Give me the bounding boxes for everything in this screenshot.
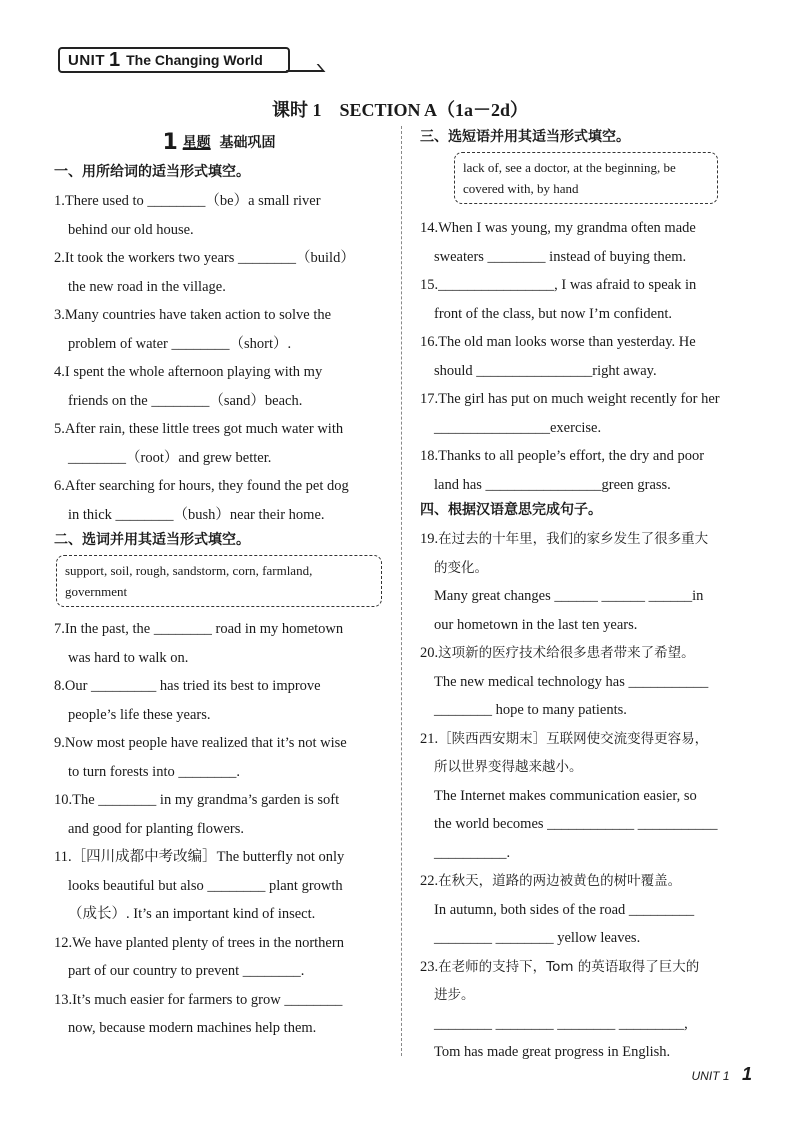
- question-20: [420, 639, 758, 725]
- question-text-cont: looks beautiful but also ________ plant growth: [68, 877, 343, 894]
- question-text-cont: now, because modern machines help them.: [68, 1020, 317, 1036]
- question-chinese-cont: 进步。: [434, 987, 475, 1003]
- question-text-cont: was hard to walk on.: [68, 649, 189, 666]
- question-15: [420, 271, 758, 328]
- question-text: ________________, I was afraid to speak in: [438, 277, 697, 293]
- question-english-cont: the world becomes ____________ ___________: [434, 816, 718, 832]
- column-divider: [401, 126, 402, 1056]
- question-chinese: 这项新的医疗技术给很多患者带来了希望。: [438, 645, 695, 661]
- question-3: [54, 301, 384, 358]
- question-text-cont: （成长）. It’s an important kind of insect.: [68, 906, 316, 922]
- question-text-cont: part of our country to prevent ________.: [68, 963, 305, 979]
- section-heading-2: 二、选词并用其适当形式填空。: [54, 532, 250, 548]
- question-number: 22.: [420, 873, 439, 889]
- question-number: 13.: [54, 991, 73, 1008]
- question-english: ________ ________ ________ _________,: [434, 1015, 688, 1032]
- question-1: [54, 187, 384, 244]
- question-text: Thanks to all people’s effort, the dry and poor: [438, 448, 705, 464]
- question-text-cont: problem of water ________（short）.: [68, 335, 292, 352]
- unit-badge: [58, 47, 290, 73]
- question-text-cont: ________（root）and grew better.: [68, 449, 272, 466]
- question-10: [54, 786, 384, 843]
- question-text: Many countries have taken action to solve the: [64, 307, 332, 323]
- unit-title: The Changing World: [126, 52, 263, 68]
- question-text-cont: sweaters ________ instead of buying them.: [434, 248, 687, 265]
- question-22: [420, 867, 758, 953]
- question-8: [54, 672, 384, 729]
- question-text: The old man looks worse than yesterday. He: [438, 334, 696, 350]
- question-number: 9.: [54, 735, 65, 751]
- question-14: [420, 214, 758, 271]
- question-text: In the past, the ________ road in my hometown: [64, 621, 344, 637]
- lesson-title: 课时 1 SECTION A（1a－2d）: [271, 100, 529, 120]
- question-number: 10.: [54, 792, 73, 808]
- question-english: The Internet makes communication easier, so: [434, 787, 697, 804]
- question-text: It took the workers two years ________（build）: [64, 250, 355, 266]
- question-text: I spent the whole afternoon playing with my: [64, 364, 323, 380]
- question-english-cont: __________.: [434, 844, 511, 861]
- badge-decoration: [281, 64, 326, 72]
- question-12: [54, 929, 384, 986]
- question-english: Many great changes ______ ______ ______in: [434, 588, 704, 604]
- question-english-cont: our hometown in the last ten years.: [434, 616, 638, 633]
- question-chinese: ［陕西西安期末］互联网使交流变得更容易，: [438, 730, 709, 747]
- question-number: 11.: [54, 849, 72, 865]
- question-number: 4.: [54, 364, 65, 380]
- page-footer: [692, 1064, 752, 1085]
- question-text: Our _________ has tried its best to improve: [64, 678, 321, 694]
- question-text: After searching for hours, they found the pet dog: [64, 478, 349, 494]
- star-label: 星题: [182, 135, 211, 151]
- question-text-cont: behind our old house.: [68, 221, 194, 238]
- question-number: 17.: [420, 391, 439, 407]
- question-23: [420, 953, 758, 1067]
- question-text: ［四川成都中考改编］The butterfly not only: [71, 849, 345, 865]
- question-number: 3.: [54, 307, 65, 323]
- question-number: 18.: [420, 448, 439, 464]
- question-text: The ________ in my grandma’s garden is soft: [72, 792, 340, 808]
- star-subtitle: 基础巩固: [219, 135, 276, 151]
- page-number: 1: [741, 1064, 752, 1084]
- question-text: After rain, these little trees got much water with: [64, 421, 344, 437]
- question-21: [420, 725, 758, 868]
- question-text-cont: friends on the ________（sand）beach.: [68, 392, 303, 409]
- question-17: [420, 385, 758, 442]
- question-chinese: 在秋天，道路的两边被黄色的树叶覆盖。: [438, 873, 682, 889]
- question-english-cont: ________ ________ yellow leaves.: [434, 930, 641, 946]
- question-number: 6.: [54, 478, 65, 494]
- question-16: [420, 328, 758, 385]
- question-text-cont: front of the class, but now I’m confident.: [434, 305, 672, 322]
- question-text-cont: ________________exercise.: [434, 419, 602, 436]
- question-number: 2.: [54, 250, 65, 266]
- question-number: 1.: [54, 193, 65, 209]
- phrase-box: lack of, see a doctor, at the beginning, be covered with, by hand: [454, 152, 718, 204]
- question-text: When I was young, my grandma often made: [438, 220, 696, 236]
- question-2: [54, 244, 384, 301]
- question-9: [54, 729, 384, 786]
- star-number: 1: [162, 130, 178, 155]
- section-heading-1: 一、用所给词的适当形式填空。: [54, 164, 250, 180]
- question-18: [420, 442, 758, 499]
- question-text: The girl has put on much weight recently for her: [438, 391, 720, 407]
- question-text-cont: and good for planting flowers.: [68, 820, 244, 837]
- question-number: 5.: [54, 421, 65, 437]
- question-text: It’s much easier for farmers to grow ________: [72, 991, 343, 1008]
- question-text-cont: should ________________right away.: [434, 362, 657, 379]
- question-english-cont: ________ hope to many patients.: [434, 702, 627, 718]
- question-text-cont: the new road in the village.: [68, 278, 226, 295]
- question-text: Now most people have realized that it’s not wise: [64, 735, 347, 751]
- question-number: 21.: [420, 730, 439, 747]
- section-heading-3: 三、选短语并用其适当形式填空。: [420, 129, 630, 145]
- question-number: 12.: [54, 934, 73, 951]
- question-text: There used to ________（be）a small river: [64, 193, 321, 209]
- unit-label: UNIT: [68, 51, 105, 69]
- question-number: 14.: [420, 220, 439, 236]
- question-text: We have planted plenty of trees in the northern: [72, 934, 344, 951]
- question-number: 7.: [54, 621, 65, 637]
- question-english-cont: Tom has made great progress in English.: [434, 1044, 671, 1060]
- unit-number: 1: [109, 48, 121, 71]
- question-text-cont: to turn forests into ________.: [68, 763, 240, 780]
- question-text-cont: people’s life these years.: [68, 706, 211, 723]
- star-heading: [54, 130, 384, 155]
- question-number: 23.: [420, 958, 439, 975]
- question-english: The new medical technology has ___________: [434, 673, 709, 690]
- left-column: [54, 126, 384, 1043]
- question-english: In autumn, both sides of the road _________: [434, 901, 695, 918]
- question-number: 8.: [54, 678, 65, 694]
- question-text-cont: in thick ________（bush）near their home.: [68, 506, 325, 523]
- footer-unit: UNIT 1: [691, 1069, 730, 1083]
- question-13: [54, 986, 384, 1043]
- question-11: [54, 843, 384, 929]
- word-box: support, soil, rough, sandstorm, corn, farmland, government: [56, 555, 382, 607]
- question-6: [54, 472, 384, 529]
- question-19: [420, 525, 758, 639]
- section-heading-4: 四、根据汉语意思完成句子。: [420, 502, 602, 518]
- question-4: [54, 358, 384, 415]
- question-number: 19.: [420, 531, 439, 547]
- question-7: [54, 615, 384, 672]
- question-number: 15.: [420, 277, 439, 293]
- question-5: [54, 415, 384, 472]
- question-chinese-cont: 的变化。: [434, 559, 488, 576]
- question-text-cont: land has ________________green grass.: [434, 476, 671, 493]
- question-chinese: 在过去的十年里，我们的家乡发生了很多重大: [438, 531, 709, 547]
- question-number: 16.: [420, 334, 439, 350]
- question-number: 20.: [420, 645, 439, 661]
- question-chinese: 在老师的支持下，Tom 的英语取得了巨大的: [438, 958, 700, 975]
- right-column: [420, 126, 758, 1067]
- question-chinese-cont: 所以世界变得越来越小。: [434, 759, 583, 775]
